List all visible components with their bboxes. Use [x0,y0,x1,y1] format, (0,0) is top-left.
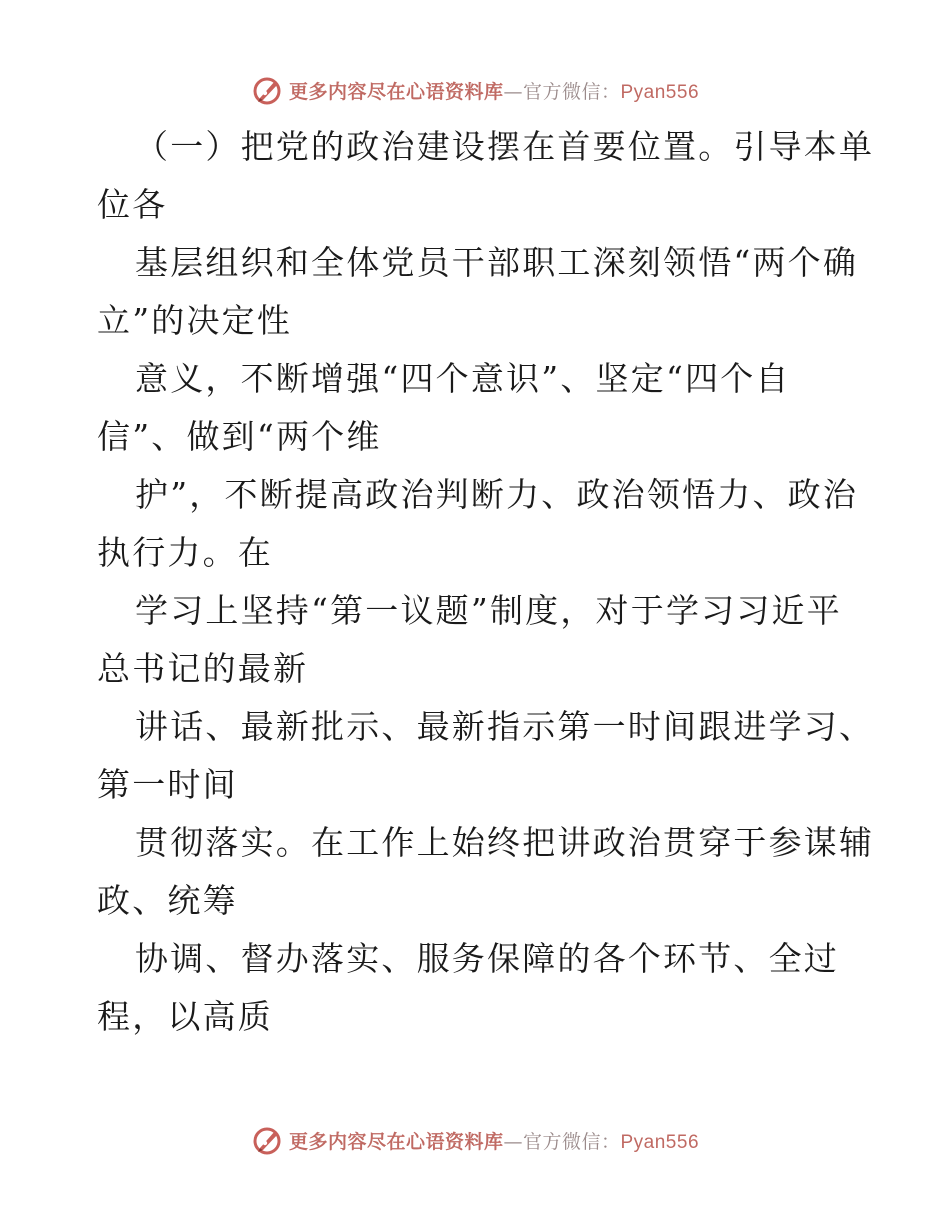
footer-watermark [0,1122,950,1158]
watermark-main: 更多内容尽在心语资料库 [288,80,504,103]
text-line: 政、统筹 [97,881,238,920]
text-line: 协调、督办落实、服务保障的各个环节、全过 [135,939,839,978]
text-line: 执行力。在 [97,533,273,572]
watermark-sub: 官方微信： [522,80,621,103]
quill-logo-icon [251,74,283,106]
watermark-main: 更多内容尽在心语资料库 [288,1130,504,1153]
text-line: 贯彻落实。在工作上始终把讲政治贯穿于参谋辅 [135,823,875,862]
text-line: 学习上坚持“第一议题”制度，对于学习习近平 [135,591,842,630]
text-line: 基层组织和全体党员干部职工深刻领悟“两个确 [135,243,859,282]
text-line: 程，以高质 [97,997,273,1036]
document-body [97,118,875,1046]
quill-logo-icon [251,1124,283,1156]
text-line: 意义，不断增强“四个意识”、坚定“四个自 [135,359,791,398]
watermark-dash: — [503,1130,523,1153]
text-line: 护”，不断提高政治判断力、政治领悟力、政治 [135,475,859,514]
text-line: （一）把党的政治建设摆在首要位置。引导本单 [135,127,875,166]
text-line: 第一时间 [97,765,238,804]
text-line: 总书记的最新 [97,649,309,688]
watermark-text [289,1127,699,1154]
watermark-sub: 官方微信： [522,1130,621,1153]
text-line: 位各 [97,185,168,224]
watermark-dash: — [503,80,523,103]
header-watermark [0,72,950,108]
watermark-text [289,77,699,104]
watermark-id: Pyan556 [620,1131,700,1153]
watermark-id: Pyan556 [620,81,700,103]
text-line: 讲话、最新批示、最新指示第一时间跟进学习、 [135,707,875,746]
text-line: 立”的决定性 [97,301,293,340]
text-line: 信”、做到“两个维 [97,417,382,456]
